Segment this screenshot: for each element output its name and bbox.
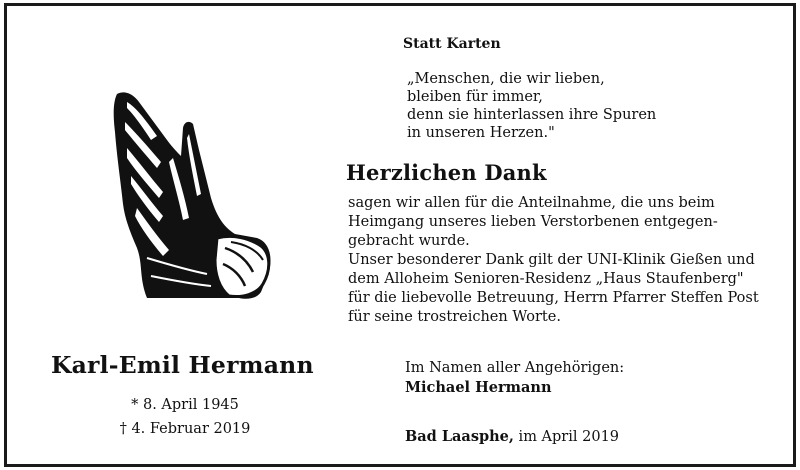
poem-line: „Menschen, die wir lieben, [407,71,605,87]
thanks-line: gebracht wurde. [348,233,470,249]
poem-line: bleiben für immer, [407,89,543,105]
signoff-block [405,359,624,397]
poem-quote [407,70,656,142]
thanks-heading: Herzlichen Dank [346,160,547,185]
signer-name: Michael Hermann [405,379,552,396]
signoff-intro: Im Namen aller Angehörigen: [405,360,625,376]
thanks-line: sagen wir allen für die Anteilnahme, die uns beim [348,195,715,211]
thanks-line: dem Alloheim Senioren-Residenz „Haus Staufenberg" [348,271,744,287]
thanks-line: Heimgang unseres lieben Verstorbenen entgegen- [348,214,718,230]
statt-karten-label: Statt Karten [403,36,501,52]
poem-line: denn sie hinterlassen ihre Spuren [407,107,657,123]
obituary-card [4,3,796,467]
deceased-name: Karl-Emil Hermann [51,351,314,379]
birth-date: * 8. April 1945 [131,397,239,413]
place-month: im April 2019 [513,429,620,445]
thanks-body [348,194,759,327]
death-date: † 4. Februar 2019 [119,421,251,437]
life-dates [47,393,323,441]
place-city: Bad Laasphe, [405,428,514,445]
poem-line: in unseren Herzen." [407,125,555,141]
praying-hands-icon [107,88,277,303]
thanks-line: für die liebevolle Betreuung, Herrn Pfarrer Steffen Post [348,290,759,306]
thanks-line: Unser besonderer Dank gilt der UNI-Klinik Gießen und [348,252,755,268]
thanks-line: für seine trostreichen Worte. [348,309,561,325]
place-date [405,428,619,445]
